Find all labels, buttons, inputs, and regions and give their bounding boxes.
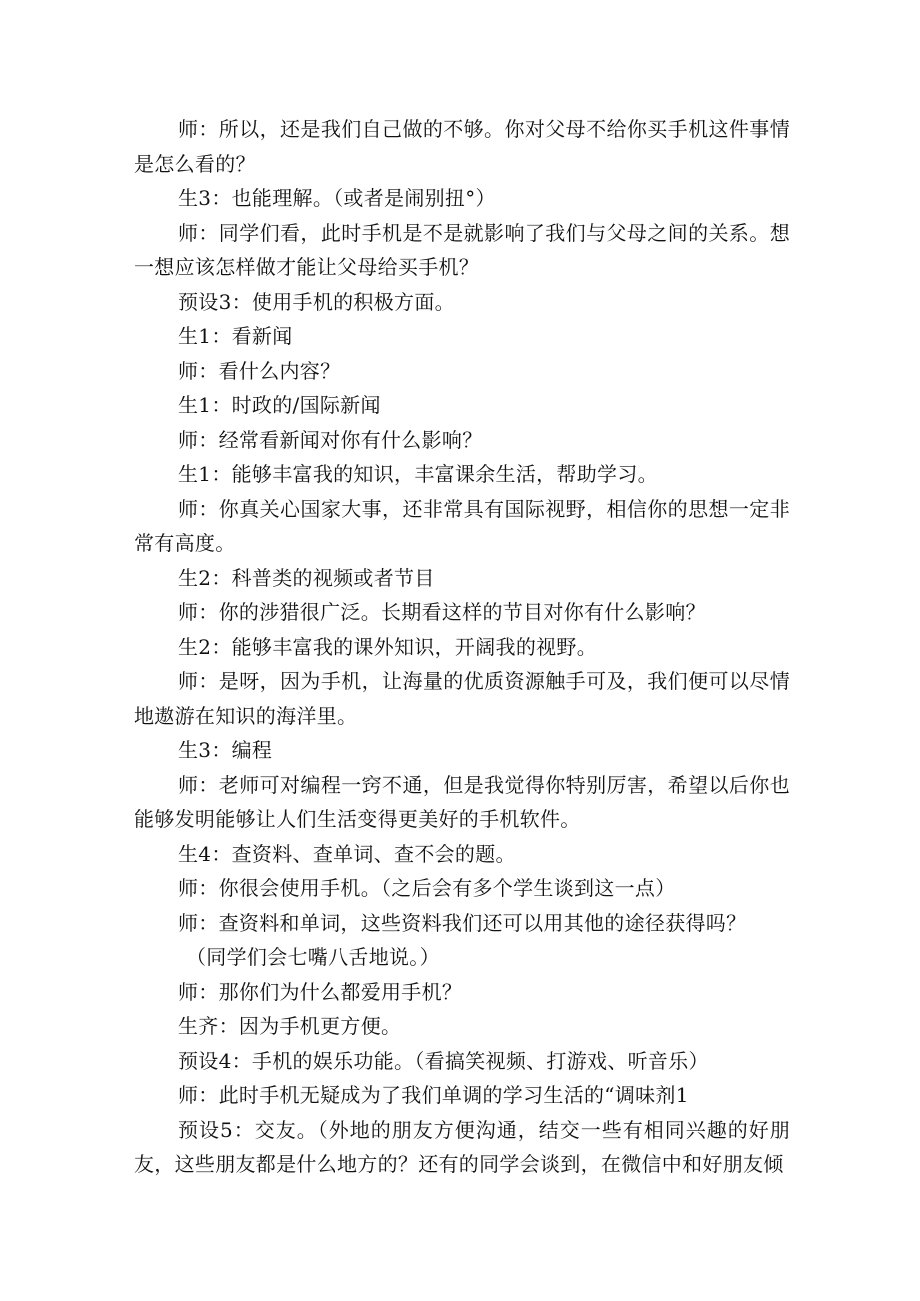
paragraph: 生3：也能理解。（或者是闹别扭°） xyxy=(178,186,496,210)
paragraph: 生1：时政的/国际新闻 xyxy=(178,393,381,417)
paragraph: 师：是呀，因为手机，让海量的优质资源触手可及，我们便可以尽情地遨游在知识的海洋里。 xyxy=(134,669,790,728)
paragraph: 预设5：交友。（外地的朋友方便沟通，结交一些有相同兴趣的好朋友，这些朋友都是什么地方的？还有的同学会谈到，在微信中和好朋友倾 xyxy=(134,1117,790,1176)
paragraph: 预设4：手机的娱乐功能。（看搞笑视频、打游戏、听音乐） xyxy=(178,1048,709,1073)
paragraph: 师：老师可对编程一窍不通，但是我觉得你特别厉害，希望以后你也能够发明能够让人们生活变得更美好的手机软件。 xyxy=(134,772,790,831)
paragraph: 生1：看新闻 xyxy=(178,324,293,348)
paragraph: 生2：科普类的视频或者节目 xyxy=(178,565,435,590)
paragraph: 师：经常看新闻对你有什么影响？ xyxy=(178,427,483,452)
paragraph: 预设3：使用手机的积极方面。 xyxy=(178,289,455,314)
paragraph: 生2：能够丰富我的课外知识，开阔我的视野。 xyxy=(178,634,598,659)
paragraph: 师：你真关心国家大事，还非常具有国际视野，相信你的思想一定非常有高度。 xyxy=(134,496,790,555)
paragraph: 师：此时手机无疑成为了我们单调的学习生活的“调味剂1 xyxy=(178,1083,689,1107)
paragraph: 生齐：因为手机更方便。 xyxy=(178,1014,402,1038)
document-body xyxy=(134,112,790,1182)
paragraph: （同学们会七嘴八舌地说。） xyxy=(186,945,440,969)
paragraph: 师：同学们看，此时手机是不是就影响了我们与父母之间的关系。想一想应该怎样做才能让父母给买手机？ xyxy=(134,220,790,279)
paragraph: 师：看什么内容？ xyxy=(178,358,341,383)
paragraph: 生3：编程 xyxy=(178,738,273,762)
paragraph: 生4：查资料、查单词、查不会的题。 xyxy=(178,841,516,866)
paragraph: 师：那你们为什么都爱用手机？ xyxy=(178,979,463,1004)
paragraph: 师：所以，还是我们自己做的不够。你对父母不给你买手机这件事情是怎么看的？ xyxy=(134,117,790,176)
paragraph: 师：你的涉猎很广泛。长期看这样的节目对你有什么影响？ xyxy=(178,600,706,624)
paragraph: 师：你很会使用手机。（之后会有多个学生谈到这一点） xyxy=(178,876,676,900)
paragraph: 师：查资料和单词，这些资料我们还可以用其他的途径获得吗？ xyxy=(178,910,747,935)
paragraph: 生1：能够丰富我的知识，丰富课余生活，帮助学习。 xyxy=(178,462,658,486)
